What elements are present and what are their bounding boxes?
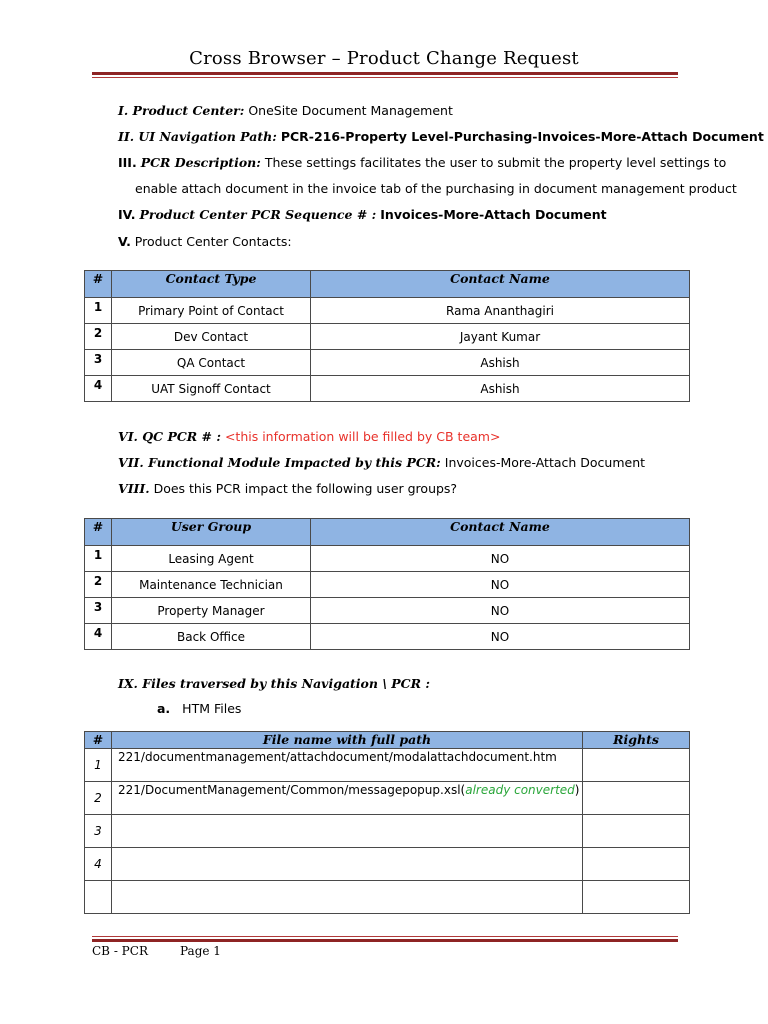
pcr-desc-line2: enable attach document in the invoice tab of the purchasing in document management product <box>135 181 737 196</box>
document-title: Cross Browser – Product Change Request <box>189 48 579 69</box>
contact-name: Jayant Kumar <box>311 324 690 350</box>
header-num: # <box>85 519 112 546</box>
header-num: # <box>85 732 112 749</box>
user-groups-roman: VIII. <box>118 481 150 496</box>
file-rights <box>583 815 690 848</box>
table-row <box>85 749 690 782</box>
user-group: Property Manager <box>112 598 311 624</box>
contacts-roman: V. <box>118 234 131 249</box>
file-path: 221/documentmanagement/attachdocument/modalattachdocument.htm <box>112 749 583 782</box>
row-num: 1 <box>85 749 112 782</box>
contact-type: Dev Contact <box>112 324 311 350</box>
file-rights <box>583 848 690 881</box>
file-path <box>112 881 583 914</box>
header-num: # <box>85 271 112 298</box>
table-row <box>85 848 690 881</box>
user-group-value: NO <box>311 598 690 624</box>
qc-pcr-value: <this information will be filled by CB team> <box>224 429 501 444</box>
files-sub-label: HTM Files <box>182 701 242 716</box>
pcr-seq-label: Product Center PCR Sequence # : <box>139 207 377 222</box>
file-path-end: ) <box>574 783 580 797</box>
table-row <box>85 546 690 572</box>
table-row <box>85 324 690 350</box>
contact-name: Ashish <box>311 350 690 376</box>
files-table <box>84 731 690 914</box>
table-row <box>85 572 690 598</box>
user-group: Back Office <box>112 624 311 650</box>
header-user-group: User Group <box>112 519 311 546</box>
files-table-header <box>85 732 690 749</box>
table-row <box>85 624 690 650</box>
row-num: 1 <box>85 546 112 572</box>
contact-name: Ashish <box>311 376 690 402</box>
ui-nav-value: PCR-216-Property Level-Purchasing-Invoices-More-Attach Document <box>280 129 764 144</box>
file-path-cell <box>112 782 583 815</box>
functional-value: Invoices-More-Attach Document <box>444 455 646 470</box>
ui-nav-label: II. UI Navigation Path: <box>118 129 277 144</box>
table-row <box>85 881 690 914</box>
user-groups-question <box>118 481 457 496</box>
pcr-seq-roman: IV. <box>118 207 136 222</box>
pcr-desc-label: PCR Description: <box>140 155 261 170</box>
files-heading <box>118 676 430 691</box>
contact-name: Rama Ananthagiri <box>311 298 690 324</box>
qc-pcr-label: VI. QC PCR # : <box>118 429 221 444</box>
contact-type: UAT Signoff Contact <box>112 376 311 402</box>
page-number: Page 1 <box>180 944 221 958</box>
header-contact-name: Contact Name <box>311 271 690 298</box>
row-num: 4 <box>85 624 112 650</box>
row-num: 3 <box>85 815 112 848</box>
header-rights: Rights <box>583 732 690 749</box>
table-row <box>85 815 690 848</box>
contacts-line <box>118 234 292 249</box>
files-label: IX. Files traversed by this Navigation \ PCR : <box>118 676 430 691</box>
qc-pcr-line <box>118 429 500 444</box>
pcr-seq-line <box>118 207 607 222</box>
contact-type: Primary Point of Contact <box>112 298 311 324</box>
header-file-name: File name with full path <box>112 732 583 749</box>
functional-line <box>118 455 645 470</box>
product-center-label: I. Product Center: <box>118 103 245 118</box>
row-num: 1 <box>85 298 112 324</box>
table-row <box>85 376 690 402</box>
product-center-value: OneSite Document Management <box>248 103 453 118</box>
row-num: 2 <box>85 572 112 598</box>
footer-rule-thin <box>92 936 678 937</box>
user-groups-label: Does this PCR impact the following user groups? <box>153 481 458 496</box>
ui-nav-line <box>118 129 764 144</box>
contact-type: QA Contact <box>112 350 311 376</box>
header-contact-type: Contact Type <box>112 271 311 298</box>
table-row <box>85 598 690 624</box>
pcr-desc-roman: III. <box>118 155 137 170</box>
table-row <box>85 350 690 376</box>
table-row <box>85 298 690 324</box>
file-note: already converted <box>465 783 575 797</box>
row-num: 2 <box>85 324 112 350</box>
user-group-value: NO <box>311 572 690 598</box>
user-groups-table <box>84 518 690 650</box>
header-contact-name: Contact Name <box>311 519 690 546</box>
user-group: Leasing Agent <box>112 546 311 572</box>
footer-label: CB - PCR <box>92 944 148 958</box>
file-rights <box>583 782 690 815</box>
file-path <box>112 815 583 848</box>
pcr-seq-value: Invoices-More-Attach Document <box>380 207 607 222</box>
row-num: 4 <box>85 848 112 881</box>
row-num: 2 <box>85 782 112 815</box>
functional-label: VII. Functional Module Impacted by this PCR: <box>118 455 441 470</box>
footer-rule <box>92 939 678 942</box>
pcr-desc-text: These settings facilitates the user to submit the property level settings to <box>264 155 727 170</box>
row-num: 4 <box>85 376 112 402</box>
file-rights <box>583 881 690 914</box>
header-rule-thin <box>92 77 678 78</box>
user-group-value: NO <box>311 546 690 572</box>
product-center-line <box>118 103 453 118</box>
table-row <box>85 782 690 815</box>
file-path: 221/DocumentManagement/Common/messagepopup.xsl( <box>118 783 466 797</box>
contacts-table <box>84 270 690 402</box>
header-rule <box>92 72 678 75</box>
user-group-value: NO <box>311 624 690 650</box>
file-path <box>112 848 583 881</box>
row-num: 3 <box>85 350 112 376</box>
files-sub-heading <box>157 701 241 716</box>
contacts-label: Product Center Contacts: <box>134 234 292 249</box>
user-groups-table-header <box>85 519 690 546</box>
row-num <box>85 881 112 914</box>
file-rights <box>583 749 690 782</box>
contacts-table-header <box>85 271 690 298</box>
row-num: 3 <box>85 598 112 624</box>
pcr-desc-line <box>118 155 726 170</box>
user-group: Maintenance Technician <box>112 572 311 598</box>
files-sub-letter: a. <box>157 701 171 716</box>
